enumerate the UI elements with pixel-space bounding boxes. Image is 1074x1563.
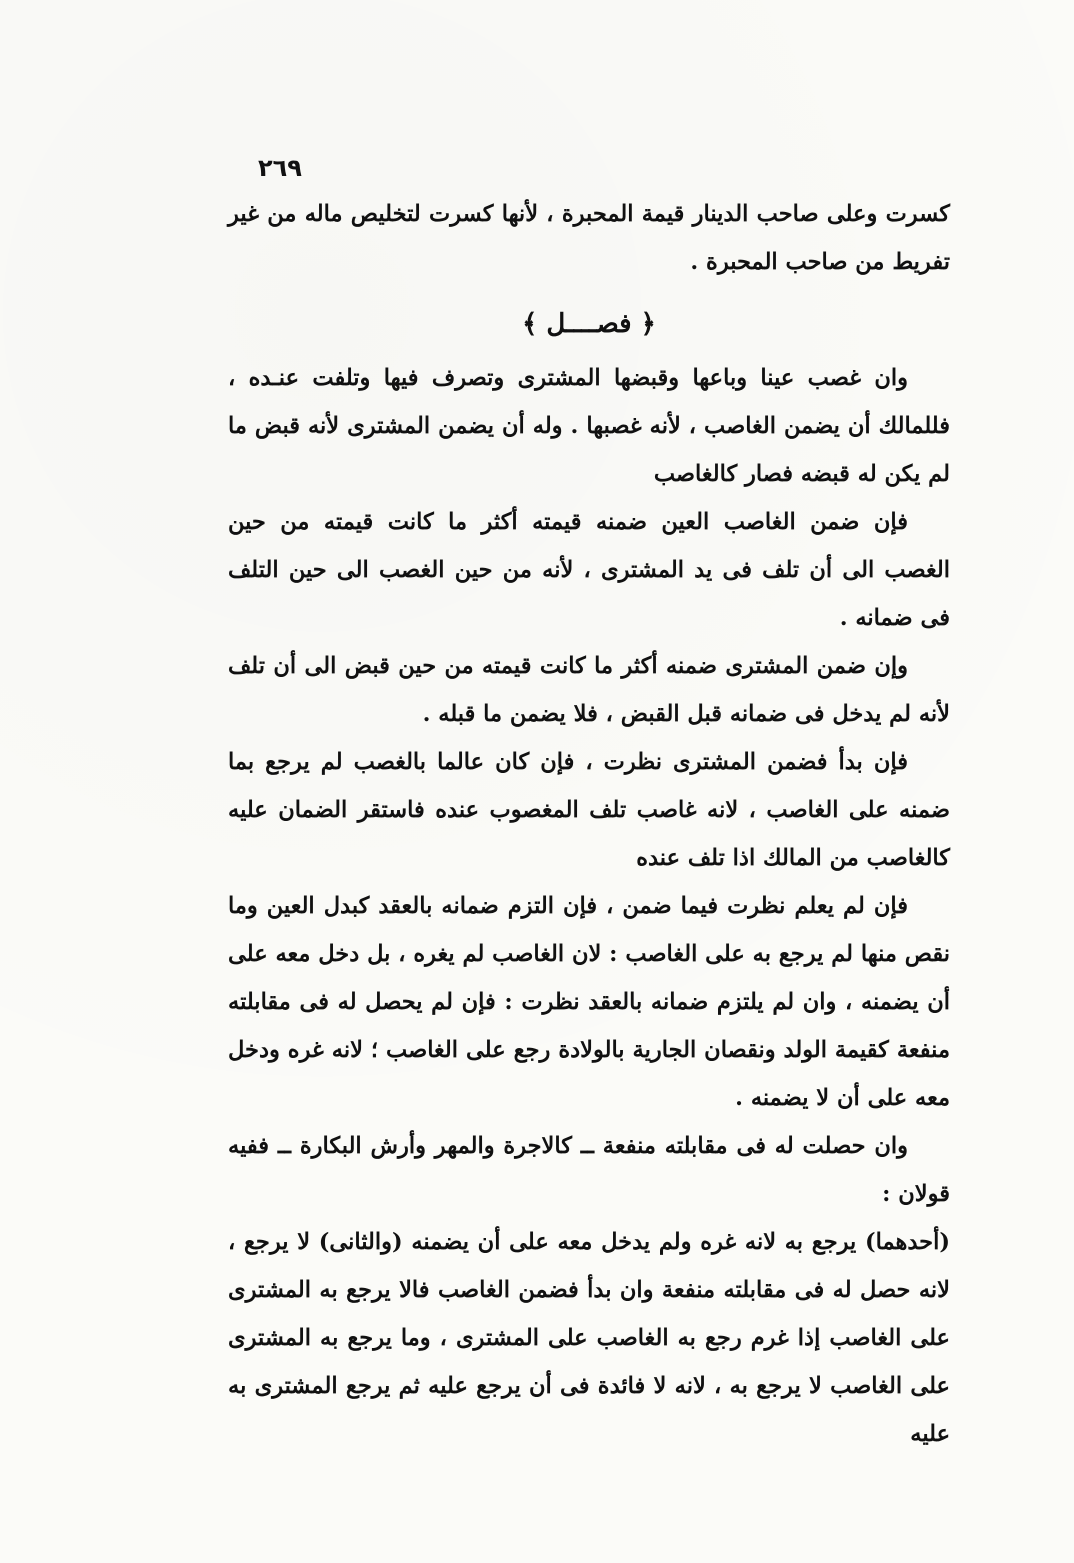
page-number: ٢٦٩ xyxy=(258,154,302,182)
paragraph-7: (أحدهما) يرجع به لانه غره ولم يدخل معه على أن يضمنه (والثانى) لا يرجع ، لانه حصل له فى مقابلته منفعة وان بدأ فضمن الغاصب فالا يرجع به المشترى على الغاصب إذا غرم رجع به الغاصب على المشترى ، وما يرجع به المشترى على الغاصب لا يرجع به ، لانه لا فائدة فى أن يرجع عليه ثم يرجع المشترى به عليه xyxy=(228,1229,950,1447)
intro-paragraph: كسرت وعلى صاحب الدينار قيمة المحبرة ، لأنها كسرت لتخليص ماله من غير تفريط من صاحب المحبرة . xyxy=(228,201,950,275)
paragraph-2: فإن ضمن الغاصب العين ضمنه قيمته أكثر ما كانت قيمته من حين الغصب الى أن تلف فى يد المشترى ، لأنه من حين الغصب الى حين التلف فى ضمانه . xyxy=(228,509,950,631)
section-heading: ﴿ فصــــل ﴾ xyxy=(522,309,656,339)
paragraph-4: فإن بدأ فضمن المشترى نظرت ، فإن كان عالما بالغصب لم يرجع بما ضمنه على الغاصب ، لانه غاصب تلف المغصوب عنده فاستقر الضمان عليه كالغاصب من المالك اذا تلف عنده xyxy=(228,749,950,871)
paragraph-1: وان غصب عينا وباعها وقبضها المشترى وتصرف فيها وتلفت عنـده ، فللمالك أن يضمن الغاصب ، لأنه غصبها . وله أن يضمن المشترى لأنه قبض ما لم يكن له قبضه فصار كالغاصب xyxy=(228,365,950,487)
paragraph-6: وان حصلت له فى مقابلته منفعة ــ كالاجرة والمهر وأرش البكارة ــ ففيه قولان : xyxy=(228,1133,950,1207)
paragraph-5: فإن لم يعلم نظرت فيما ضمن ، فإن التزم ضمانه بالعقد كبدل العين وما نقص منها لم يرجع به على الغاصب : لان الغاصب لم يغره ، بل دخل معه على أن يضمنه ، وان لم يلتزم ضمانه بالعقد نظرت : فإن لم يحصل له فى مقابلته منفعة كقيمة الولد ونقصان الجارية بالولادة رجع على الغاصب ؛ لانه غره ودخل معه على أن لا يضمنه . xyxy=(228,893,950,1111)
page-text xyxy=(228,190,950,1458)
paragraph-3: وإن ضمن المشترى ضمنه أكثر ما كانت قيمته من حين قبض الى أن تلف لأنه لم يدخل فى ضمانه قبل القبض ، فلا يضمن ما قبله . xyxy=(228,653,950,727)
